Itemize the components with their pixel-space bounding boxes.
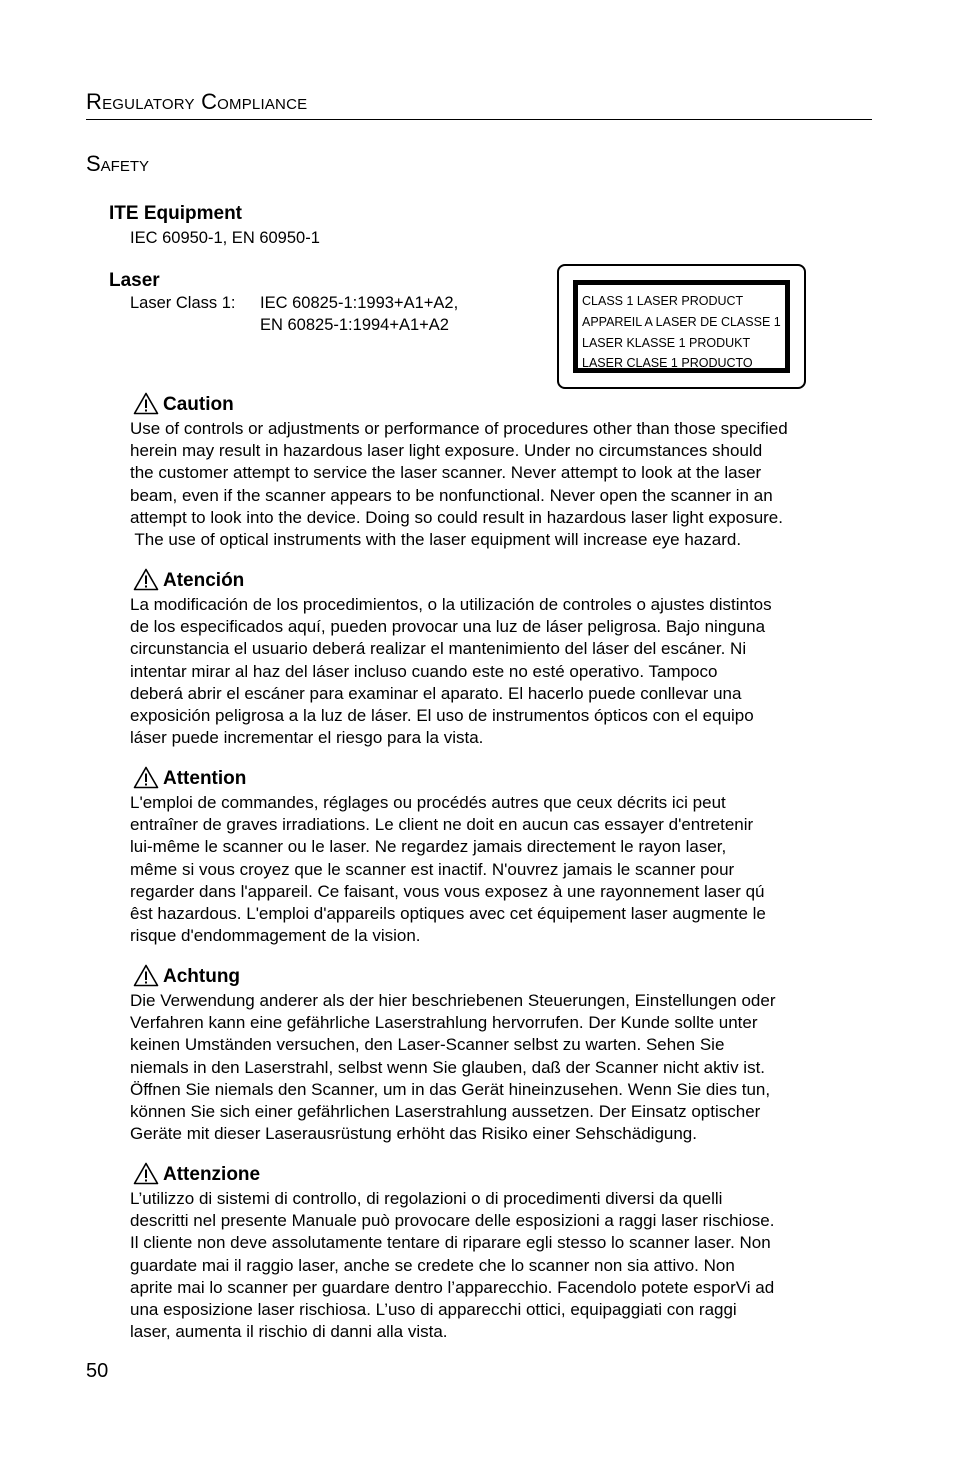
laser-product-label xyxy=(557,264,806,389)
warning-icon xyxy=(133,766,159,789)
label-line: CLASS 1 LASER PRODUCT xyxy=(582,294,744,308)
laser-class-label: Laser Class 1: xyxy=(130,294,236,312)
ite-standard: IEC 60950-1, EN 60950-1 xyxy=(130,229,320,247)
warning-icon xyxy=(133,1162,159,1185)
page-title: Regulatory Compliance xyxy=(86,88,872,120)
attenzione-text: L’utilizzo di sistemi di controllo, di regolazioni o di procedimenti diversi da quelli descritti nel presente Manuale può provocare delle esposizioni a raggi laser rischiose. Il cliente non deve assolutamente tentare di riparare egli stesso lo scanner laser. Non guardate mai il raggio laser, anche se credete che lo scanner non sia attivo. Non aprite mai lo scanner per guardare dentro l’apparecchio. Facendolo potete esporVi ad una esposizione laser rischiosa. L’uso di apparecchi ottici, equipaggiati con raggi laser, aumenta il rischio di danni alla vista. xyxy=(130,1189,775,1342)
page-number: 50 xyxy=(86,1360,109,1382)
attention-heading: Attention xyxy=(133,767,246,791)
warning-icon xyxy=(133,392,159,415)
attenzione-heading: Attenzione xyxy=(133,1163,260,1187)
warning-icon xyxy=(133,964,159,987)
laser-standard-line1: IEC 60825-1:1993+A1+A2, xyxy=(260,294,459,312)
achtung-heading: Achtung xyxy=(133,965,240,989)
label-line: LASER CLASE 1 PRODUCTO xyxy=(582,356,753,370)
ite-heading: ITE Equipment xyxy=(109,203,242,224)
caution-text: Use of controls or adjustments or performance of procedures other than those specified herein may result in hazardous laser light exposure. Under no circumstances should the customer attempt to service the laser scanner. Never attempt to look at the laser beam, even if the scanner appears to be nonfunctional. Never open the scanner in an attempt to look into the device. Doing so could result in hazardous laser light exposure. The use of optical instruments with the laser equipment will increase eye hazard. xyxy=(130,419,788,550)
achtung-text: Die Verwendung anderer als der hier beschriebenen Steuerungen, Einstellungen oder Verfahren kann eine gefährliche Laserstrahlung hervorrufen. Der Kunde sollte unter keinen Umständen versuchen, den Laser-Scanner selbst zu warten. Sehen Sie niemals in den Laserstrahl, selbst wenn Sie glauben, daß der Scanner nicht aktiv ist. Öffnen Sie niemals den Scanner, um in das Gerät hineinzusehen. Wenn Sie dies tun, können Sie sich einer gefährlichen Laserstrahlung aussetzen. Der Einsatz optischer Geräte mit dieser Laserausrüstung erhöht das Risiko einer Sehschädigung. xyxy=(130,991,776,1144)
section-title: Safety xyxy=(86,151,150,176)
laser-standard xyxy=(130,292,459,334)
laser-heading: Laser xyxy=(109,270,160,291)
atencion-heading: Atención xyxy=(133,569,244,593)
caution-heading: Caution xyxy=(133,393,234,417)
warning-icon xyxy=(133,568,159,591)
attention-text: L'emploi de commandes, réglages ou procédés autres que ceux décrits ici peut entraîner de graves irradiations. Le client ne doit en aucun cas essayer d'entretenir lui-même le scanner ou le laser. Ne regardez jamais directement le rayon laser, même si vous croyez que le scanner est inactif. N'ouvrez jamais le scanner pour regarder dans l'appareil. Ce faisant, vous vous exposez à une rayonnement laser qú êst hazardous. L'emploi d'appareils optiques avec cet équipement laser augmente le risque d'endommagement de la vision. xyxy=(130,793,766,946)
atencion-text: La modificación de los procedimientos, o la utilización de controles o ajustes distintos de los especificados aquí, pueden provocar una luz de láser peligrosa. Bajo ninguna circunstancia el usuario deberá realizar el mantenimiento del láser del escáner. Ni intentar mirar al haz del láser incluso cuando este no esté operativo. Tampoco deberá abrir el escáner para examinar el aparato. El hacerlo puede conllevar una exposición peligrosa a la luz de láser. El uso de instrumentos ópticos con el equipo láser puede incrementar el riesgo para la vista. xyxy=(130,595,772,748)
laser-standard-line2: EN 60825-1:1994+A1+A2 xyxy=(260,316,449,334)
label-line: APPAREIL A LASER DE CLASSE 1 xyxy=(582,315,781,329)
label-line: LASER KLASSE 1 PRODUKT xyxy=(582,336,751,350)
